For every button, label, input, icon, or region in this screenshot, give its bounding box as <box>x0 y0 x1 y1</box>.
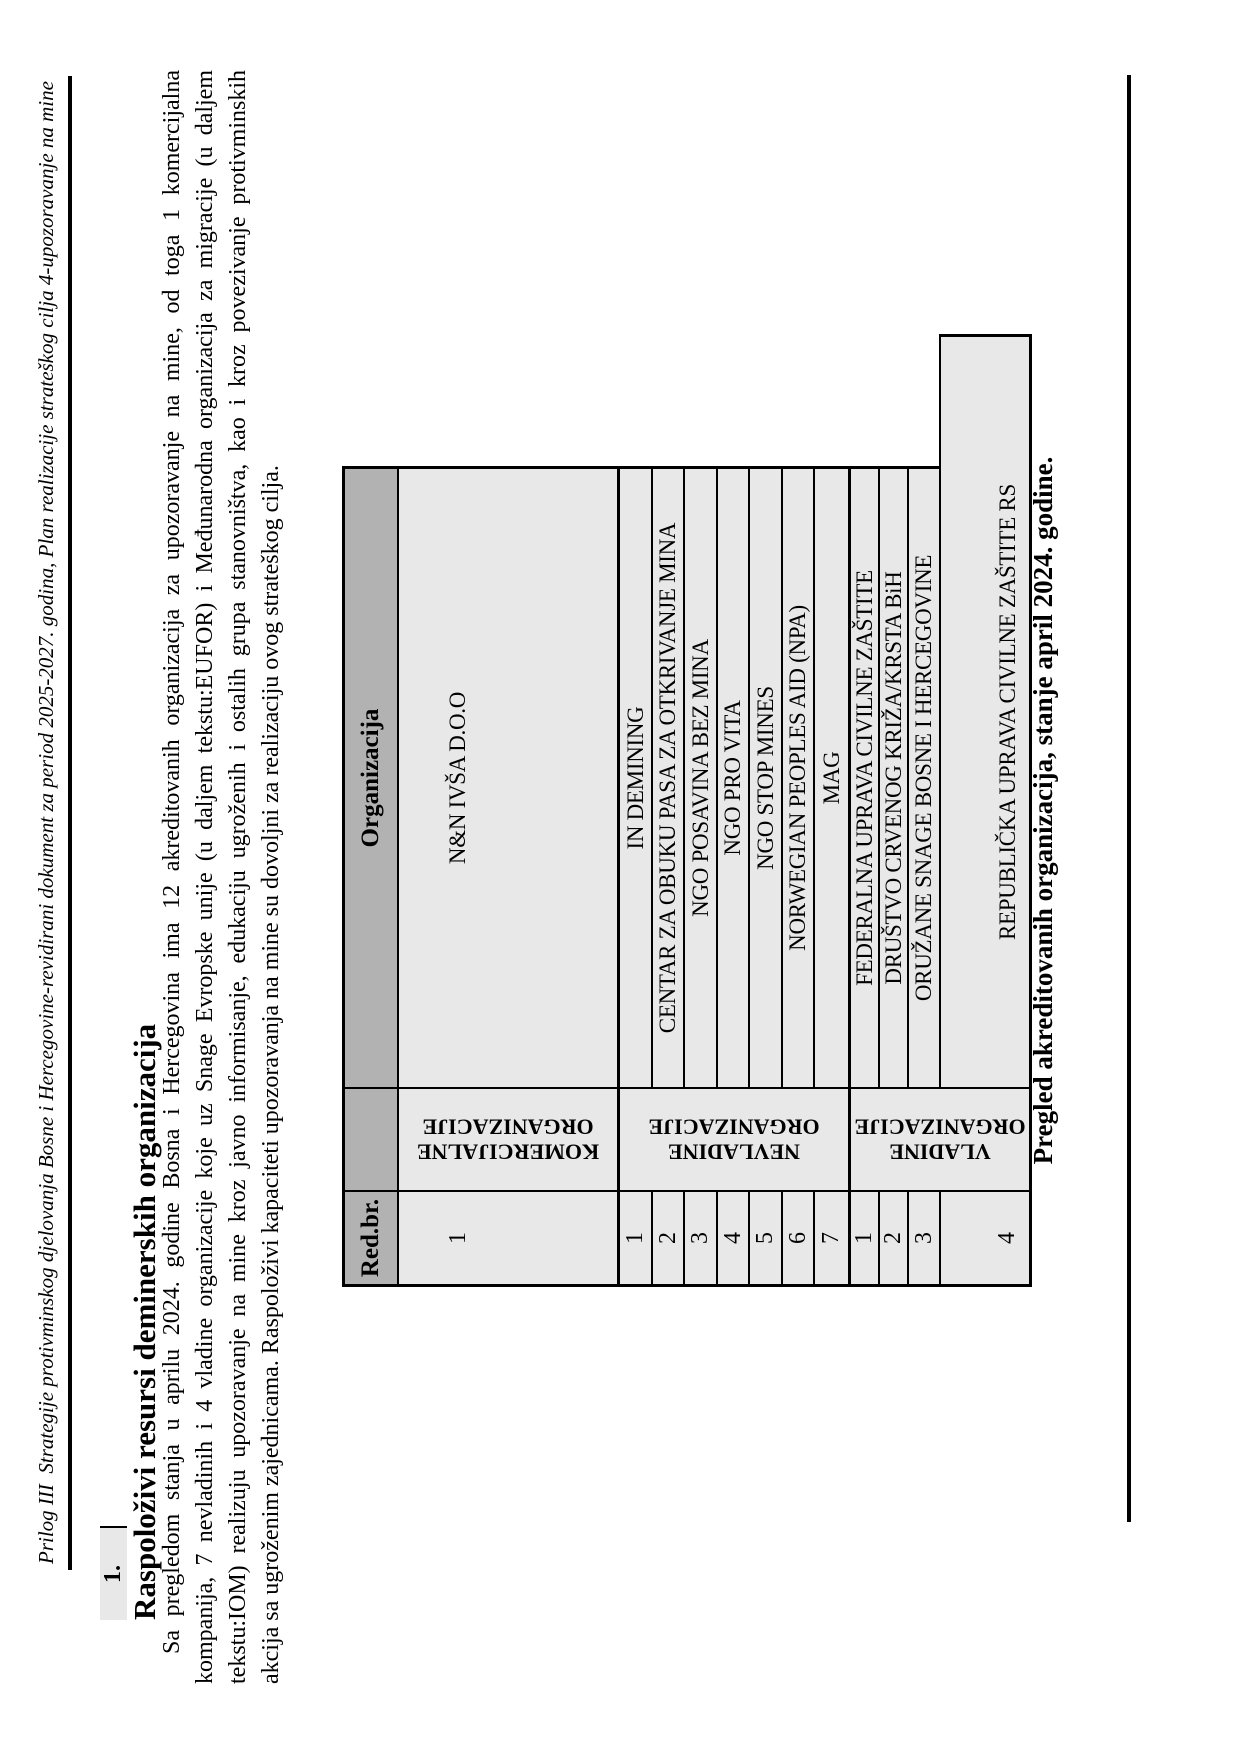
header-cell-category <box>345 1087 397 1190</box>
intro-paragraph <box>156 70 288 1684</box>
organization-cell: REPUBLIČKA UPRAVA CIVILNE ZAŠTITE RS <box>939 334 1029 1087</box>
red-br-cell: 1 <box>851 1190 880 1284</box>
category-label: NEVLADINE ORGANIZACIJE <box>648 1114 820 1165</box>
organization-cell: IN DEMINING <box>620 466 653 1087</box>
organization-column <box>399 466 617 1087</box>
red-br-column <box>851 1190 1029 1284</box>
red-br-cell: 4 <box>718 1190 750 1284</box>
red-br-cell: 3 <box>909 1190 939 1284</box>
red-br-column <box>620 1190 848 1284</box>
organization-cell: MAG <box>815 466 848 1087</box>
page-header <box>34 76 72 1570</box>
footer-rule <box>1127 75 1131 1522</box>
category-cell <box>851 1087 1029 1190</box>
red-br-cell: 4 <box>939 1190 1029 1284</box>
red-br-cell: 1 <box>399 1190 617 1284</box>
organization-cell: NGO PRO VITA <box>718 466 750 1087</box>
organization-cell: DRUŠTVO CRVENOG KRIŽA/KRSTA BiH <box>880 466 909 1087</box>
section-title-number: 1. <box>100 1526 127 1620</box>
organization-column <box>851 334 1029 1087</box>
category-label: KOMERCIJALNE ORGANIZACIJE <box>416 1114 600 1165</box>
red-br-cell: 2 <box>880 1190 909 1284</box>
organizations-table <box>342 334 1032 1287</box>
red-br-cell: 1 <box>620 1190 653 1284</box>
page-header-text: Prilog III Strategije protivminskog djelovanja Bosne i Hercegovine-revidirani dokument za period 2025-2027. godina, Plan realizacije strateškog cilja 4-upozoravanje na mine <box>34 81 58 1564</box>
organization-cell: NGO POSAVINA BEZ MINA <box>685 466 718 1087</box>
organization-cell: FEDERALNA UPRAVA CIVILNE ZAŠTITE <box>851 466 880 1087</box>
category-cell <box>399 1087 617 1190</box>
table-group <box>851 334 1032 1287</box>
section-title <box>100 1024 163 1620</box>
organization-column <box>620 466 848 1087</box>
organization-cell: CENTAR ZA OBUKU PASA ZA OTKRIVANJE MINA <box>653 466 685 1087</box>
category-label: VLADINE ORGANIZACIJE <box>854 1114 1026 1165</box>
table-caption: Pregled akreditovanih organizacija, stanje april 2024. godine. <box>1028 456 1058 1165</box>
organization-cell: N&N IVŠA D.O.O <box>399 466 617 1087</box>
organization-cell: NORWEGIAN PEOPLES AID (NPA) <box>783 466 815 1087</box>
paragraph-line: Sa pregledom stanja u aprilu 2024. godine Bosna i Hercegovina ima 12 akreditovanih organizacija za upozoravanje na mine, od toga 1 komercijalna <box>159 70 185 1654</box>
table-group <box>399 466 620 1287</box>
header-cell-organizacija: Organizacija <box>345 466 397 1087</box>
organization-cell: ORUŽANE SNAGE BOSNE I HERCEGOVINE <box>909 466 939 1087</box>
table-header-row <box>342 466 399 1287</box>
paragraph-line: akcija sa ugroženim zajednicama. Raspoloživi kapaciteti upozoravanja na mine su dovoljni za realizaciju ovog strateškog cilja. <box>258 465 284 1684</box>
red-br-cell: 7 <box>815 1190 848 1284</box>
red-br-cell: 6 <box>783 1190 815 1284</box>
table-group <box>620 466 851 1287</box>
category-cell <box>620 1087 848 1190</box>
paragraph-line: kompanija, 7 nevladinih i 4 vladine organizacije koje uz Snage Evropske unije (u daljem tekstu:EUFOR) i Međunarodna organizacija za migracije (u daljem <box>192 70 218 1684</box>
table-body <box>399 334 1032 1287</box>
paragraph-line: tekstu:IOM) realizuju upozoravanje na mine kroz javno informisanje, edukaciju ugroženih i ostalih grupa stanovništva, kao i kroz povezivanje protivminskih <box>225 70 251 1684</box>
red-br-column <box>399 1190 617 1284</box>
organization-cell: NGO STOP MINES <box>750 466 783 1087</box>
section-title-text: Raspoloživi resursi deminerskih organizacija <box>127 1023 162 1620</box>
red-br-cell: 5 <box>750 1190 783 1284</box>
red-br-cell: 2 <box>653 1190 685 1284</box>
red-br-cell: 3 <box>685 1190 718 1284</box>
header-cell-red-br: Red.br. <box>345 1190 397 1284</box>
